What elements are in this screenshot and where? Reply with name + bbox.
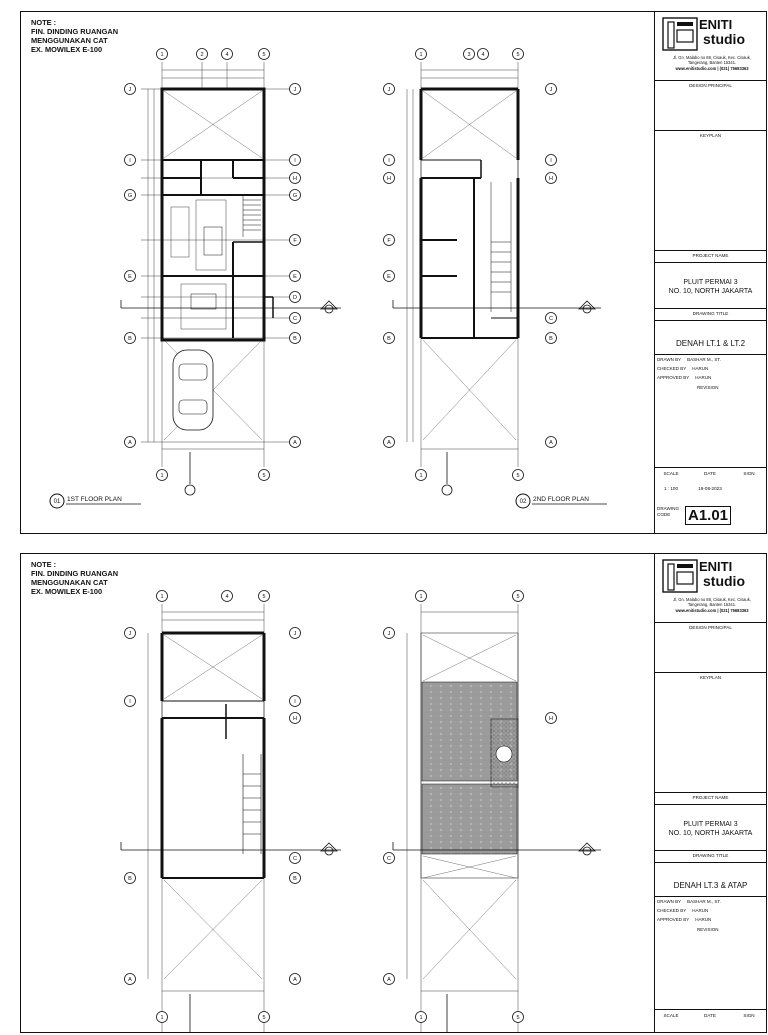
svg-text:C: C [387, 856, 391, 862]
brand-name: ENITI [699, 17, 733, 32]
svg-text:J: J [549, 87, 553, 93]
drawing-title: DENAH LT.1 & LT.2 [655, 320, 766, 354]
svg-text:A: A [549, 440, 553, 446]
studio-address: Jl. Gn. Malabo no 88, Cisauk, Kec. Cisauk, Tangerang, Banten 15341. www.enitistudio.com | (021) 75683363 [673, 55, 751, 71]
svg-text:A: A [128, 440, 132, 446]
svg-text:1: 1 [160, 52, 164, 58]
svg-text:1ST FLOOR PLAN: 1ST FLOOR PLAN [67, 496, 122, 503]
svg-text:5: 5 [262, 473, 266, 479]
svg-text:I: I [294, 699, 296, 705]
plan-drawings-sheet-2 [21, 554, 656, 1032]
svg-text:1: 1 [419, 473, 423, 479]
svg-text:01: 01 [53, 499, 61, 505]
people-block-2: DRAWN BY BASHAR M., ST. CHECKED BY HARUN APPROVED BY HARUN REVISION [655, 896, 766, 936]
svg-text:H: H [549, 716, 553, 722]
svg-text:1: 1 [419, 52, 423, 58]
svg-text:F: F [293, 238, 297, 244]
svg-text:1: 1 [160, 473, 164, 479]
drawing-sheet-1 [20, 11, 767, 534]
first-floor-plan [121, 62, 341, 495]
brand-name-2: studio [703, 31, 745, 47]
svg-text:I: I [388, 158, 390, 164]
svg-text:2ND FLOOR PLAN: 2ND FLOOR PLAN [533, 496, 589, 503]
svg-text:C: C [293, 316, 297, 322]
svg-text:3: 3 [467, 52, 471, 58]
project-name-2: PLUIT PERMAI 3 NO. 10, NORTH JAKARTA [655, 804, 766, 850]
drawing-title-2: DENAH LT.3 & ATAP [655, 862, 766, 896]
svg-text:A: A [293, 977, 297, 983]
svg-text:B: B [549, 336, 553, 342]
svg-text:J: J [128, 87, 132, 93]
svg-text:4: 4 [481, 52, 485, 58]
svg-text:B: B [293, 876, 297, 882]
svg-text:02: 02 [519, 499, 527, 505]
second-floor-plan [393, 62, 601, 495]
grid-bubbles-top-1 [157, 49, 270, 60]
scale-date-block: SCALE DATE SIGN 1 : 100 19-08-2023 DRAWING CODE A1.01 [655, 467, 766, 534]
svg-text:J: J [128, 631, 132, 637]
design-principal-cell: DESIGN PRINCIPAL [655, 80, 766, 130]
svg-text:I: I [129, 699, 131, 705]
svg-text:5: 5 [516, 1015, 520, 1021]
design-principal-cell-2: DESIGN PRINCIPAL [655, 622, 766, 672]
svg-text:B: B [128, 876, 132, 882]
svg-text:4: 4 [225, 52, 229, 58]
keyplan-cell-2: KEYPLAN [655, 672, 766, 792]
svg-text:A: A [387, 977, 391, 983]
svg-text:E: E [293, 274, 297, 280]
drawing-sheet-2 [20, 553, 767, 1033]
svg-text:I: I [550, 158, 552, 164]
third-floor-plan [121, 604, 341, 1032]
svg-text:D: D [293, 295, 297, 301]
project-name-label: PROJECT NAME [655, 250, 766, 262]
svg-text:H: H [293, 176, 297, 182]
svg-text:C: C [293, 856, 297, 862]
svg-text:1: 1 [160, 594, 164, 600]
svg-text:G: G [292, 193, 298, 199]
note-block-2: NOTE : FIN. DINDING RUANGAN MENGGUNAKAN CAT EX. MOWILEX E-100 [31, 560, 119, 596]
title-block-sheet-1 [654, 12, 766, 533]
svg-text:5: 5 [516, 473, 520, 479]
svg-text:B: B [128, 336, 132, 342]
svg-text:1: 1 [419, 1015, 423, 1021]
title-block-sheet-2 [654, 554, 766, 1032]
svg-text:H: H [387, 176, 391, 182]
drawing-title-label: DRAWING TITLE [655, 308, 766, 320]
svg-text:A: A [128, 977, 132, 983]
svg-text:2: 2 [200, 52, 204, 58]
svg-text:E: E [387, 274, 391, 280]
svg-text:5: 5 [516, 52, 520, 58]
drawing-code: A1.01 [685, 506, 731, 525]
studio-address-2: Jl. Gn. Malabo no 88, Cisauk, Kec. Cisauk, Tangerang, Banten 15341. www.enitistudio.com | (021) 75683363 [673, 597, 751, 613]
svg-text:E: E [128, 274, 132, 280]
svg-text:J: J [387, 631, 391, 637]
svg-text:I: I [129, 158, 131, 164]
plan-drawings-sheet-1 [21, 12, 656, 532]
svg-text:A: A [293, 440, 297, 446]
svg-text:5: 5 [262, 52, 266, 58]
people-block: DRAWN BY BASHAR M., ST. CHECKED BY HARUN APPROVED BY HARUN REVISION [655, 354, 766, 394]
drawing-title-label-2: DRAWING TITLE [655, 850, 766, 862]
svg-text:J: J [293, 87, 297, 93]
roof-plan [393, 604, 601, 1032]
keyplan-cell: KEYPLAN [655, 130, 766, 250]
svg-text:J: J [387, 87, 391, 93]
svg-text:I: I [294, 158, 296, 164]
svg-text:5: 5 [262, 1015, 266, 1021]
note-block: NOTE : FIN. DINDING RUANGAN MENGGUNAKAN CAT EX. MOWILEX E-100 [31, 18, 119, 54]
svg-text:B: B [293, 336, 297, 342]
svg-text:H: H [293, 716, 297, 722]
svg-text:1: 1 [419, 594, 423, 600]
svg-text:A: A [387, 440, 391, 446]
brand-name-4: studio [703, 573, 745, 589]
svg-text:5: 5 [262, 594, 266, 600]
svg-text:1: 1 [160, 1015, 164, 1021]
scale-date-block-2: SCALE DATE SIGN [655, 1009, 766, 1035]
svg-text:C: C [549, 316, 553, 322]
svg-text:H: H [549, 176, 553, 182]
brand-name-3: ENITI [699, 559, 733, 574]
project-name-label-2: PROJECT NAME [655, 792, 766, 804]
svg-text:5: 5 [516, 594, 520, 600]
svg-text:4: 4 [225, 594, 229, 600]
svg-text:G: G [127, 193, 133, 199]
project-name: PLUIT PERMAI 3 NO. 10, NORTH JAKARTA [655, 262, 766, 308]
svg-text:F: F [387, 238, 391, 244]
svg-text:B: B [387, 336, 391, 342]
svg-text:J: J [293, 631, 297, 637]
